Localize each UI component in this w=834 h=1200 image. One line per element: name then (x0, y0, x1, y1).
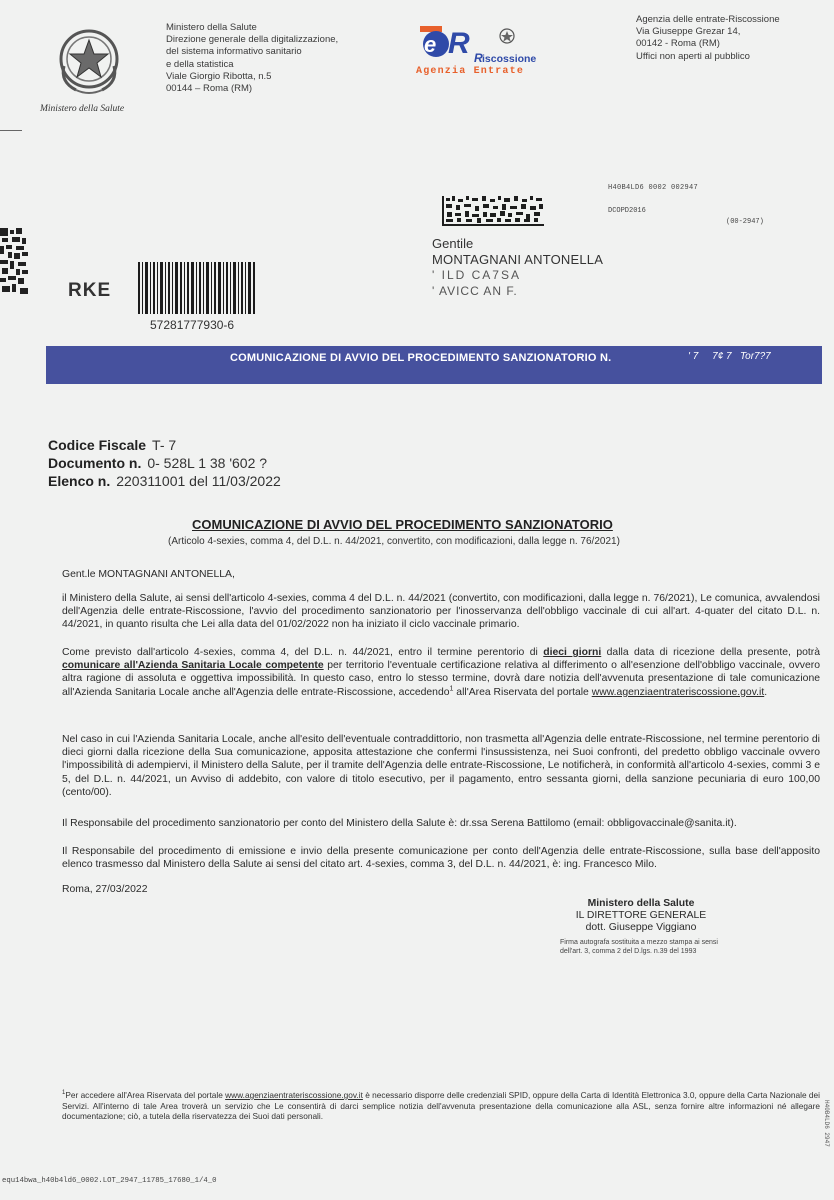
agency-address-line: 00142 - Roma (RM) (636, 38, 720, 50)
ministry-address-line: 00144 – Roma (RM) (166, 83, 253, 95)
lot-code: H40B4LD6 0002 002947 (608, 184, 699, 192)
paragraph-2-text: . (764, 686, 768, 698)
footnote-number: 1 (62, 1090, 66, 1097)
rke-label: RKE (68, 280, 112, 301)
paragraph-2-text: all'Area Riservata del portale (453, 686, 592, 698)
banner-title: COMUNICAZIONE DI AVVIO DEL PROCEDIMENTO SANZIONATORIO N. (230, 352, 612, 364)
print-batch-code: equ14bwa_h40b4ld6_0002.LOT_2947_11785_17680_1/4_0 (2, 1177, 217, 1185)
ten-days-emphasis: dieci giorni (543, 647, 602, 658)
signature-name: dott. Giuseppe Viggiano (585, 922, 697, 933)
paragraph-2-text: per territorio l'eventuale certificazione relativa al differimento o all'esenzione dell'obbligo vaccinale, ovvero altra ragione di assoluta e oggettiva impossibilità. In questo caso, entro lo stesso termine, dovrà dare notizia dell'avvenuta presentazione di tale comunicazione all'Azienda Sanitaria Locale anche all'Agenzia delle entrate-Riscossione, accedendo (62, 660, 820, 698)
datamatrix-code (442, 196, 544, 226)
fiscal-info (48, 436, 281, 490)
signature-block (548, 898, 734, 934)
document-title: COMUNICAZIONE DI AVVIO DEL PROCEDIMENTO SANZIONATORIO (192, 517, 613, 532)
footnote-text: Per accedere all'Area Riservata del portale (65, 1090, 226, 1100)
barcode-number: 57281777930-6 (150, 318, 235, 332)
document-subtitle: (Articolo 4-sexies, comma 4, del D.L. n. 44/2021, convertito, con modificazioni, dalla legge n. 76/2021) (168, 536, 620, 547)
document-code: DCOPD2016 (608, 207, 646, 215)
recipient-address-line: ' AVICC AN F. (432, 284, 518, 298)
batch-code: (00-2947) (726, 218, 764, 226)
agency-address-line: Agenzia delle entrate-Riscossione (636, 14, 780, 25)
signature-org: Ministero della Salute (587, 898, 695, 909)
fiscal-code-value: T- 7 (152, 437, 177, 453)
side-qr-code (0, 228, 28, 298)
recipient-greeting: Gentile (432, 236, 474, 251)
paragraph-3: Nel caso in cui l'Azienda Sanitaria Locale, anche all'esito dell'eventuale contraddittorio, non trasmetta all'Agenzia delle entrate-Riscossione, nel termine perentorio di dieci giorni dalla ricezione della Sua comunicazione, apposita attestazione che confermi l'insussistenza, nei Suoi confronti, del predetto obbligo vaccinale ovvero l'impossibilità di adempiervi, il Ministero della Salute, per il tramite dell'Agenzia delle entrate-Riscossione, Le notificherà, in conformità all'articolo 4-sexies, commi 3 e 5, del D.L. n. 44/2021, un Avviso di addebito, con valore di titolo esecutivo, per il pagamento, entro sessanta giorni, della sanzione pecuniaria di euro 100,00 (cento/00). (62, 734, 820, 798)
salutation: Gent.le MONTAGNANI ANTONELLA, (62, 569, 235, 580)
asl-emphasis: comunicare all'Azienda Sanitaria Locale competente (62, 660, 324, 672)
paragraph-5: Il Responsabile del procedimento di emissione e invio della presente comunicazione per conto dell'Agenzia delle entrate-Riscossione, sulla base dell'apposito elenco trasmesso dal Ministero della Salute ai sensi del citato art. 4-sexies, comma 3, del D.L. n. 44/2021, è: ing. Francesco Milo. (62, 846, 820, 871)
barcode (138, 262, 256, 314)
recipient-address-line: ' ILD CA7SA (432, 268, 521, 282)
paragraph-2 (62, 646, 820, 699)
fiscal-code-label: Codice Fiscale (48, 437, 147, 453)
italian-emblem-icon (56, 26, 122, 98)
document-number-label: Documento n. (48, 455, 142, 471)
paragraph-2-text: dalla data di ricezione della presente, potrà (601, 647, 820, 658)
emblem-caption: Ministero della Salute (40, 104, 125, 114)
agenzia-entrate-riscossione-logo (414, 22, 564, 76)
logo-agenzia-text: Agenzia Entrate (416, 66, 525, 76)
svg-text:R: R (448, 27, 470, 60)
agency-address-line: Via Giuseppe Grezar 14, (636, 26, 741, 38)
banner-handwriting: ' 7 7¢ 7 Tor7?7 (688, 351, 771, 362)
list-number-value: 220311001 del 11/03/2022 (116, 473, 281, 489)
signature-role: IL DIRETTORE GENERALE (575, 910, 707, 921)
document-number-value: 0- 528L 1 38 '602 ? (147, 455, 268, 471)
footnote-text: è necessario disporre delle credenziali SPID, oppure della Carta di Identità Elettronica 3.0, oppure della Carta Nazionale dei Servizi. All'interno di tale Area troverà un servizio che Le consentirà di darci semplice notizia dell'avvenuta presentazione della comunicazione alla ASL, senza fornire altre informazioni né allegare documentazione; ciò, a tutela della riservatezza dei Suoi dati personali. (62, 1090, 820, 1122)
ministry-address (166, 22, 338, 95)
paragraph-1: il Ministero della Salute, ai sensi dell'articolo 4-sexies, comma 4 del D.L. n. 44/2021 (convertito, con modificazioni, dalla legge n. 76/2021), Le comunica, avvalendosi dell'Agenzia delle entrate-Riscossione, l'avvio del procedimento sanzionatorio per l'inosservanza dell'obbligo vaccinale di cui all'art. 4-quater del citato D.L. n. 44/2021, in quanto risulta che Lei alla data del 01/02/2022 non ha iniziato il ciclo vaccinale primario. (62, 593, 820, 631)
logo-riscossione-text: iscossione (482, 53, 537, 65)
fold-mark (0, 130, 22, 131)
svg-text:e: e (424, 32, 437, 57)
letter-date: Roma, 27/03/2022 (62, 884, 148, 895)
agency-address (636, 14, 780, 63)
ministry-address-line: del sistema informativo sanitario (166, 46, 302, 58)
portal-link[interactable]: www.agenziaentrateriscossione.gov.it (591, 686, 765, 698)
paragraph-4: Il Responsabile del procedimento sanzionatorio per conto del Ministero della Salute è: dr.ssa Serena Battilomo (email: obbligovaccinale@sanita.it). (62, 818, 737, 829)
ministry-address-line: Viale Giorgio Ribotta, n.5 (166, 70, 272, 82)
list-number-label: Elenco n. (48, 473, 111, 489)
footnote (62, 1090, 820, 1122)
footnote-ref: 1 (449, 685, 454, 693)
side-print-code: H40B4LD6 2947 (823, 1100, 830, 1147)
agency-address-line: Uffici non aperti al pubblico (636, 50, 750, 62)
footnote-portal-link[interactable]: www.agenziaentrateriscossione.gov.it (225, 1090, 363, 1100)
ministry-address-line: Direzione generale della digitalizzazione, (166, 34, 339, 46)
ministry-address-line: e della statistica (166, 58, 234, 70)
paragraph-2-text: Come previsto dall'articolo 4-sexies, comma 4, del D.L. n. 44/2021, entro il termine perentorio di (62, 647, 544, 658)
ministry-address-line: Ministero della Salute (166, 22, 257, 33)
svg-text:R: R (474, 51, 483, 65)
recipient-name: MONTAGNANI ANTONELLA (432, 252, 604, 267)
signature-note: Firma autografa sostituita a mezzo stampa ai sensi dell'art. 3, comma 2 del D.lgs. n.39 del 1993 (560, 939, 718, 955)
